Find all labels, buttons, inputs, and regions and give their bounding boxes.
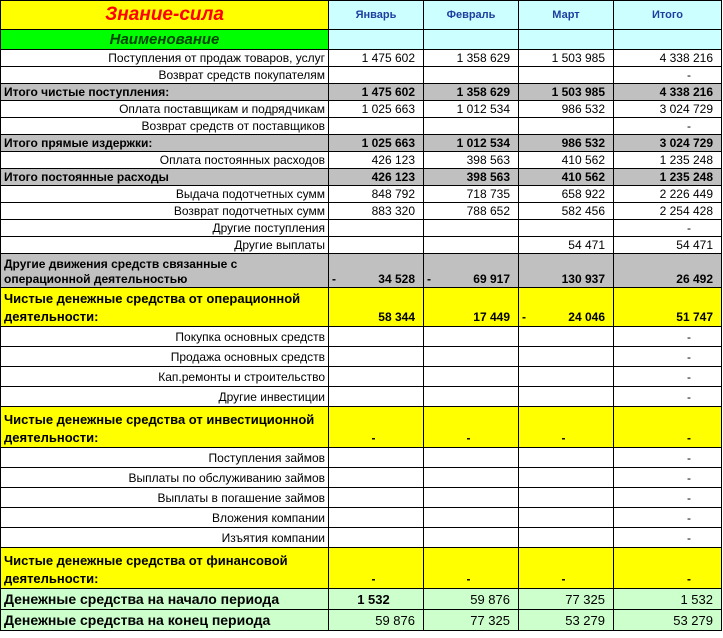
company-title: Знание-сила bbox=[1, 1, 329, 30]
value-cell: 788 652 bbox=[424, 203, 519, 220]
value-cell bbox=[329, 448, 424, 468]
value-cell: - bbox=[614, 118, 722, 135]
row-label: Оплата поставщикам и подрядчикам bbox=[1, 101, 329, 118]
value-cell bbox=[424, 367, 519, 387]
row-label: Вложения компании bbox=[1, 508, 329, 528]
value-cell bbox=[424, 118, 519, 135]
value-cell: 398 563 bbox=[424, 152, 519, 169]
column-header-march: Март bbox=[519, 1, 614, 30]
row-label: Возврат средств покупателям bbox=[1, 67, 329, 84]
table-row bbox=[1, 347, 722, 367]
header-blank-cell bbox=[329, 30, 424, 50]
value-cell: 2 226 449 bbox=[614, 186, 722, 203]
total-row bbox=[1, 84, 722, 101]
table-row bbox=[1, 508, 722, 528]
value-cell bbox=[519, 528, 614, 548]
row-label: Кап.ремонты и строительство bbox=[1, 367, 329, 387]
value-cell: 77 325 bbox=[424, 610, 519, 631]
value-cell: - bbox=[329, 548, 424, 589]
value-cell bbox=[519, 288, 614, 327]
value-cell bbox=[519, 488, 614, 508]
value-cell: 426 123 bbox=[329, 169, 424, 186]
table-row bbox=[1, 101, 722, 118]
value-cell: 658 922 bbox=[519, 186, 614, 203]
value-cell: 1 475 602 bbox=[329, 50, 424, 67]
value-cell: 3 024 729 bbox=[614, 135, 722, 152]
table-row bbox=[1, 118, 722, 135]
value-cell: - bbox=[614, 508, 722, 528]
row-label: Итого чистые поступления: bbox=[1, 84, 329, 101]
value-cell: 1 532 bbox=[614, 589, 722, 610]
header-blank-cell bbox=[424, 30, 519, 50]
value-cell bbox=[329, 528, 424, 548]
value-cell: 1 358 629 bbox=[424, 50, 519, 67]
value-cell: - bbox=[424, 548, 519, 589]
value-cell: 410 562 bbox=[519, 152, 614, 169]
value-cell: 2 254 428 bbox=[614, 203, 722, 220]
table-row bbox=[1, 448, 722, 468]
value-cell: 1 235 248 bbox=[614, 152, 722, 169]
row-label: Оплата постоянных расходов bbox=[1, 152, 329, 169]
minus-sign: - bbox=[427, 272, 431, 286]
value-cell bbox=[329, 508, 424, 528]
value-cell bbox=[329, 387, 424, 407]
value-cell: - bbox=[614, 387, 722, 407]
value-cell: - bbox=[614, 468, 722, 488]
value-cell bbox=[329, 220, 424, 237]
value-cell: 54 471 bbox=[519, 237, 614, 254]
value-cell bbox=[519, 468, 614, 488]
value-cell bbox=[424, 254, 519, 288]
value-cell: 1 475 602 bbox=[329, 84, 424, 101]
table-row bbox=[1, 203, 722, 220]
value-cell bbox=[519, 67, 614, 84]
value-text: 24 046 bbox=[568, 310, 605, 324]
summary-row bbox=[1, 288, 722, 327]
total-row bbox=[1, 135, 722, 152]
row-label: Итого постоянные расходы bbox=[1, 169, 329, 186]
row-label: Другие выплаты bbox=[1, 237, 329, 254]
column-header-january: Январь bbox=[329, 1, 424, 30]
value-cell bbox=[519, 220, 614, 237]
name-header: Наименование bbox=[1, 30, 329, 50]
value-text: 69 917 bbox=[473, 272, 510, 286]
value-cell bbox=[424, 347, 519, 367]
value-cell: - bbox=[614, 528, 722, 548]
value-cell: - bbox=[519, 407, 614, 448]
total-row bbox=[1, 254, 722, 288]
value-cell bbox=[519, 118, 614, 135]
value-cell: 77 325 bbox=[519, 589, 614, 610]
row-label: Другие поступления bbox=[1, 220, 329, 237]
value-cell bbox=[424, 528, 519, 548]
value-cell: 4 338 216 bbox=[614, 50, 722, 67]
value-cell: 26 492 bbox=[614, 254, 722, 288]
value-cell: 848 792 bbox=[329, 186, 424, 203]
value-cell bbox=[424, 488, 519, 508]
value-cell: 1 012 534 bbox=[424, 101, 519, 118]
name-row bbox=[1, 30, 722, 50]
row-label: Изъятия компании bbox=[1, 528, 329, 548]
row-label: Выплаты в погашение займов bbox=[1, 488, 329, 508]
column-header-february: Февраль bbox=[424, 1, 519, 30]
value-cell: 1 012 534 bbox=[424, 135, 519, 152]
value-cell bbox=[424, 508, 519, 528]
row-label: Возврат средств от поставщиков bbox=[1, 118, 329, 135]
value-cell bbox=[424, 327, 519, 347]
value-cell: - bbox=[614, 548, 722, 589]
value-cell bbox=[329, 347, 424, 367]
value-cell: 1 025 663 bbox=[329, 101, 424, 118]
value-text: 34 528 bbox=[378, 272, 415, 286]
value-cell bbox=[329, 118, 424, 135]
value-cell bbox=[424, 448, 519, 468]
row-label: Выплаты по обслуживанию займов bbox=[1, 468, 329, 488]
row-label: Денежные средства на конец периода bbox=[1, 610, 329, 631]
value-cell bbox=[329, 367, 424, 387]
value-cell: 883 320 bbox=[329, 203, 424, 220]
table-row bbox=[1, 237, 722, 254]
summary-row bbox=[1, 548, 722, 589]
value-cell: 718 735 bbox=[424, 186, 519, 203]
row-label: Возврат подотчетных сумм bbox=[1, 203, 329, 220]
value-cell: - bbox=[614, 407, 722, 448]
value-cell bbox=[519, 387, 614, 407]
value-cell bbox=[329, 327, 424, 347]
value-cell bbox=[424, 67, 519, 84]
value-cell: 53 279 bbox=[519, 610, 614, 631]
value-cell: 986 532 bbox=[519, 135, 614, 152]
value-cell bbox=[519, 367, 614, 387]
value-cell: 582 456 bbox=[519, 203, 614, 220]
table-row bbox=[1, 67, 722, 84]
table-row bbox=[1, 327, 722, 347]
value-cell: 3 024 729 bbox=[614, 101, 722, 118]
minus-sign: - bbox=[522, 310, 526, 324]
minus-sign: - bbox=[332, 272, 336, 286]
value-cell: - bbox=[614, 367, 722, 387]
row-label: Итого прямые издержки: bbox=[1, 135, 329, 152]
value-cell: 54 471 bbox=[614, 237, 722, 254]
value-cell: 59 876 bbox=[329, 610, 424, 631]
value-cell: - bbox=[614, 220, 722, 237]
value-cell: 986 532 bbox=[519, 101, 614, 118]
value-cell: - bbox=[614, 448, 722, 468]
value-cell bbox=[519, 327, 614, 347]
summary-row bbox=[1, 407, 722, 448]
table-row bbox=[1, 50, 722, 67]
value-cell bbox=[329, 488, 424, 508]
row-label: Поступления займов bbox=[1, 448, 329, 468]
value-cell: - bbox=[614, 67, 722, 84]
value-cell: 58 344 bbox=[329, 288, 424, 327]
row-label: Покупка основных средств bbox=[1, 327, 329, 347]
value-cell: 51 747 bbox=[614, 288, 722, 327]
value-cell bbox=[519, 508, 614, 528]
value-cell bbox=[424, 220, 519, 237]
total-row bbox=[1, 169, 722, 186]
value-cell: 398 563 bbox=[424, 169, 519, 186]
row-label: Поступления от продаж товаров, услуг bbox=[1, 50, 329, 67]
table-row bbox=[1, 186, 722, 203]
value-cell bbox=[519, 347, 614, 367]
value-cell bbox=[329, 237, 424, 254]
value-cell: - bbox=[329, 407, 424, 448]
value-cell bbox=[519, 448, 614, 468]
value-cell: 130 937 bbox=[519, 254, 614, 288]
value-cell: - bbox=[614, 488, 722, 508]
value-cell: 1 503 985 bbox=[519, 84, 614, 101]
row-label: Другие инвестиции bbox=[1, 387, 329, 407]
row-label: Другие движения средств связанные с операционной деятельностью bbox=[1, 254, 329, 288]
value-cell: 53 279 bbox=[614, 610, 722, 631]
row-label: Выдача подотчетных сумм bbox=[1, 186, 329, 203]
value-cell bbox=[424, 237, 519, 254]
value-cell bbox=[424, 468, 519, 488]
balance-row bbox=[1, 589, 722, 610]
value-cell bbox=[329, 67, 424, 84]
value-cell: - bbox=[614, 327, 722, 347]
row-label: Чистые денежные средства от финансовой деятельности: bbox=[1, 548, 329, 589]
value-cell bbox=[329, 254, 424, 288]
value-cell: 17 449 bbox=[424, 288, 519, 327]
value-cell: 1 025 663 bbox=[329, 135, 424, 152]
value-cell: 59 876 bbox=[424, 589, 519, 610]
value-cell bbox=[424, 387, 519, 407]
table-row bbox=[1, 528, 722, 548]
table-row bbox=[1, 387, 722, 407]
value-cell: - bbox=[424, 407, 519, 448]
value-cell: 1 358 629 bbox=[424, 84, 519, 101]
row-label: Продажа основных средств bbox=[1, 347, 329, 367]
title-row bbox=[1, 1, 722, 30]
value-cell: 4 338 216 bbox=[614, 84, 722, 101]
row-label: Чистые денежные средства от операционной деятельности: bbox=[1, 288, 329, 327]
header-blank-cell bbox=[519, 30, 614, 50]
header-blank-cell bbox=[614, 30, 722, 50]
value-cell bbox=[329, 468, 424, 488]
table-row bbox=[1, 488, 722, 508]
table-row bbox=[1, 220, 722, 237]
table-row bbox=[1, 367, 722, 387]
row-label: Чистые денежные средства от инвестиционной деятельности: bbox=[1, 407, 329, 448]
row-label: Денежные средства на начало периода bbox=[1, 589, 329, 610]
balance-row bbox=[1, 610, 722, 631]
value-cell: 426 123 bbox=[329, 152, 424, 169]
value-cell: - bbox=[614, 347, 722, 367]
value-cell: 1 503 985 bbox=[519, 50, 614, 67]
table-row bbox=[1, 152, 722, 169]
column-header-total: Итого bbox=[614, 1, 722, 30]
value-cell: - bbox=[519, 548, 614, 589]
value-cell: 1 532 bbox=[329, 589, 424, 610]
value-cell: 1 235 248 bbox=[614, 169, 722, 186]
value-cell: 410 562 bbox=[519, 169, 614, 186]
table-row bbox=[1, 468, 722, 488]
